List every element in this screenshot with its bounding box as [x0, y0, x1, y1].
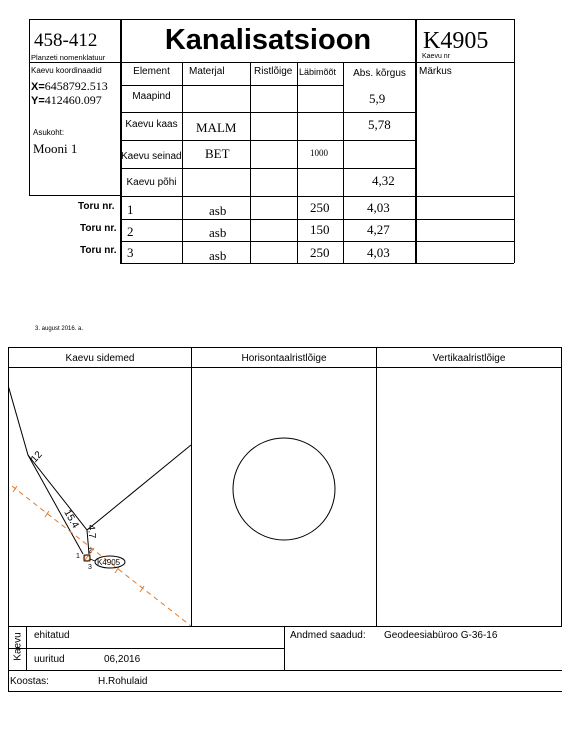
row-material-lid: MALM	[196, 120, 237, 135]
x-value: 6458792.513	[44, 79, 108, 93]
pipe-1-material: asb	[209, 203, 227, 218]
pipe-2-elevation: 4,27	[367, 222, 390, 237]
row-element-ground: Maapind	[132, 91, 171, 102]
coordinates-label: Kaevu koordinaadid	[31, 66, 102, 75]
panel-title-connections: Kaevu sidemed	[65, 353, 135, 364]
pipe-1-diameter: 250	[310, 200, 330, 215]
dimension-c: 4.7	[85, 524, 98, 540]
document-date: 3. august 2016. a.	[35, 326, 84, 332]
location-label: Asukoht:	[33, 128, 65, 137]
row-elevation-ground: 5,9	[369, 91, 386, 106]
well-connection-sketch	[9, 368, 191, 626]
pipe-3-material: asb	[209, 248, 227, 263]
row-diameter-walls: 1000	[310, 148, 328, 158]
footer-data-source-label: Andmed saadud:	[290, 630, 366, 641]
pipe-number-3: 3	[88, 564, 92, 571]
pipe-3-number: 3	[127, 245, 134, 260]
dimension-a: 12	[29, 449, 45, 466]
panel-title-horizontal: Horisontaalristlõige	[241, 353, 327, 364]
y-label: Y=	[31, 95, 45, 107]
pipe-2-material: asb	[209, 225, 227, 240]
well-number: K4905	[423, 28, 489, 54]
footer-data-source-value: Geodeesiabüroo G-36-16	[384, 630, 498, 641]
page-title: Kanalisatsioon	[164, 24, 372, 56]
horizontal-section-drawing	[192, 368, 376, 626]
pipe-1-number: 1	[127, 202, 134, 217]
pipe-2-number: 2	[127, 224, 134, 239]
footer-author-label: Koostas:	[10, 676, 49, 687]
pipe-line	[12, 486, 191, 626]
x-label: X=	[31, 81, 45, 93]
col-header-elevation: Abs. kõrgus	[353, 68, 406, 79]
row-material-walls: BET	[205, 146, 230, 161]
well-tag: K4905	[97, 558, 121, 567]
panel-title-vertical: Vertikaalristlõige	[432, 353, 506, 364]
footer-author-value: H.Rohulaid	[98, 676, 148, 687]
pipe-number-2: 2	[88, 548, 92, 555]
col-header-diameter: Läbimõõt	[299, 67, 337, 77]
y-coordinate	[31, 93, 102, 108]
col-header-material: Materjal	[189, 66, 225, 77]
footer-side-label: Kaevu	[12, 632, 24, 661]
pipe-3-elevation: 4,03	[367, 245, 390, 260]
pipe-1-label: Toru nr.	[78, 201, 115, 212]
well-number-label: Kaevu nr	[422, 53, 451, 60]
footer-built-label: ehitatud	[34, 630, 70, 641]
nomenclature-label: Planzeti nomenklatuur	[31, 53, 106, 62]
col-header-element: Element	[133, 66, 170, 77]
footer-surveyed-label: uuritud	[34, 654, 65, 665]
row-element-walls: Kaevu seinad	[121, 151, 182, 162]
well-tag-leader	[90, 559, 95, 561]
row-elevation-bottom: 4,32	[372, 173, 395, 188]
dimension-b: 15.4	[61, 508, 81, 531]
row-elevation-lid: 5,78	[368, 117, 391, 132]
pipe-3-label: Toru nr.	[80, 245, 117, 256]
x-coordinate	[31, 79, 108, 94]
col-header-remarks: Märkus	[419, 66, 452, 77]
location-value: Mooni 1	[33, 141, 78, 156]
pipe-3-diameter: 250	[310, 245, 330, 260]
pipe-1-elevation: 4,03	[367, 200, 390, 215]
well-cross-section-circle	[233, 438, 335, 540]
footer-surveyed-value: 06,2016	[104, 654, 141, 665]
pipe-2-diameter: 150	[310, 222, 330, 237]
nomenclature-number: 458-412	[34, 30, 98, 51]
pipe-number-1: 1	[76, 553, 80, 560]
row-element-bottom: Kaevu põhi	[126, 177, 177, 188]
y-value: 412460.097	[44, 93, 102, 107]
row-element-lid: Kaevu kaas	[125, 119, 178, 130]
col-header-cross-section: Ristlõige	[254, 66, 293, 77]
pipe-2-label: Toru nr.	[80, 223, 117, 234]
